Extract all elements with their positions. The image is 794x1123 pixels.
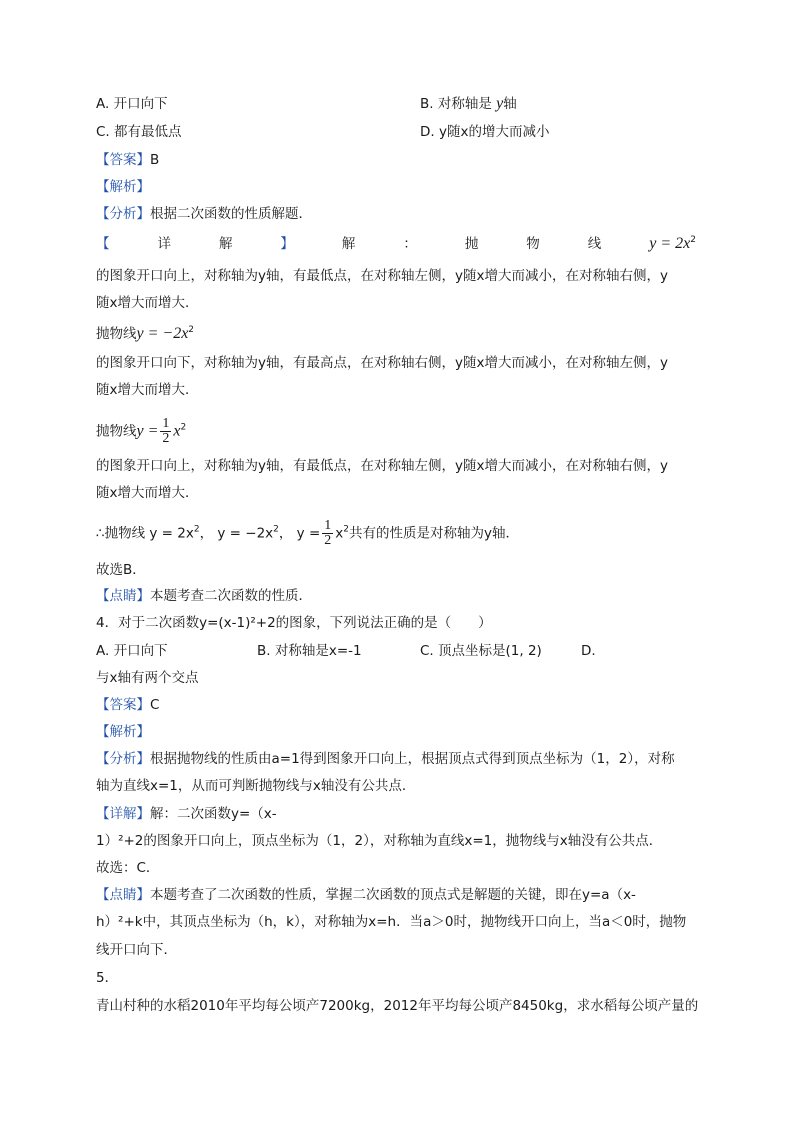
text-line: 轴为直线x=1，从而可判断抛物线与x轴没有公共点． (96, 778, 416, 794)
option-d: D. y随x的增大而减小 (420, 124, 550, 140)
text-line: 随x增大而增大． (96, 295, 199, 311)
q4-option-b: B. 对称轴是x=-1 (257, 643, 362, 659)
conclusion-line: ∴抛物线 $y = 2x^2$， $y = -2x^2$， y = $\frac{1}{2}$ $x^2$共有的性质是对称轴为y轴． (96, 518, 520, 548)
formula-y-2x2: $y = 2x^2$ (649, 235, 696, 252)
q4-option-c: C. 顶点坐标是(1, 2) (420, 643, 542, 659)
answer-line: 【答案】B (96, 152, 160, 168)
fenxi-line: 【分析】根据二次函数的性质解题． (96, 206, 312, 222)
q4-option-a: A. 开口向下 (96, 643, 168, 659)
q4-dianjing-line: 【点睛】本题考查了二次函数的性质，掌握二次函数的顶点式是解题的关键，即在y=a（x- (96, 887, 636, 903)
fraction-half: $\frac{1}{2}$ (162, 416, 170, 446)
question-4-stem: 4．对于二次函数y=(x-1)²+2的图象，下列说法正确的是（ ） (96, 615, 492, 631)
fraction-half: $\frac{1}{2}$ (324, 518, 332, 548)
text-line: h）²+k中，其顶点坐标为（h，k），对称轴为x=h．当a＞0时，抛物线开口向上，当a＜0时，抛物 (96, 914, 687, 930)
text-line: 的图象开口向上，对称轴为y轴，有最低点，在对称轴左侧，y随x增大而减小，在对称轴右侧，y (96, 458, 668, 474)
question-5-stem: 青山村种的水稻2010年平均每公顷产7200kg，2012年平均每公顷产8450kg，求水稻每公顷产量的 (96, 998, 699, 1014)
text-line: 随x增大而增大． (96, 485, 199, 501)
parabola-3-line: 抛物线y = $\frac{1}{2}$ $x^2$ (96, 416, 187, 446)
q4-analysis-heading: 【解析】 (96, 724, 150, 740)
parabola-2-line: 抛物线$y = -2x^2$ (96, 325, 195, 342)
q4-answer-line: 【答案】C (96, 697, 160, 713)
choose-line: 故选B． (96, 562, 146, 578)
question-5-number: 5． (96, 970, 119, 986)
q4-option-d: D. (581, 643, 596, 659)
text-line: 1）²+2的图象开口向上，顶点坐标为（1，2），对称轴为直线x=1，抛物线与x轴没有公共点． (96, 833, 663, 849)
q4-detail-line: 【详解】解：二次函数y=（x- (96, 806, 277, 822)
q4-fenxi-line: 【分析】根据抛物线的性质由a=1得到图象开口向上，根据顶点式得到顶点坐标为（1，2），对称 (96, 751, 675, 767)
analysis-heading: 【解析】 (96, 179, 150, 195)
q4-choose-line: 故选：C． (96, 860, 160, 876)
detail-justified-line: 【 详 解 】 解 ： 抛 物 线 $y = 2x^2$ (96, 235, 696, 252)
option-a: A. 开口向下 (96, 96, 168, 112)
text-line: 线开口向下． (96, 942, 177, 958)
q4-option-d-text: 与x轴有两个交点 (96, 670, 199, 686)
dianjing-line: 【点睛】本题考查二次函数的性质． (96, 588, 312, 604)
text-line: 的图象开口向下，对称轴为y轴，有最高点，在对称轴右侧，y随x增大而减小，在对称轴左侧，y (96, 355, 668, 371)
text-line: 随x增大而增大． (96, 382, 199, 398)
option-c: C. 都有最低点 (96, 124, 182, 140)
text-line: 的图象开口向上，对称轴为y轴，有最低点，在对称轴左侧，y随x增大而减小，在对称轴右侧，y (96, 268, 668, 284)
option-b: B. 对称轴是 y轴 (420, 95, 517, 112)
